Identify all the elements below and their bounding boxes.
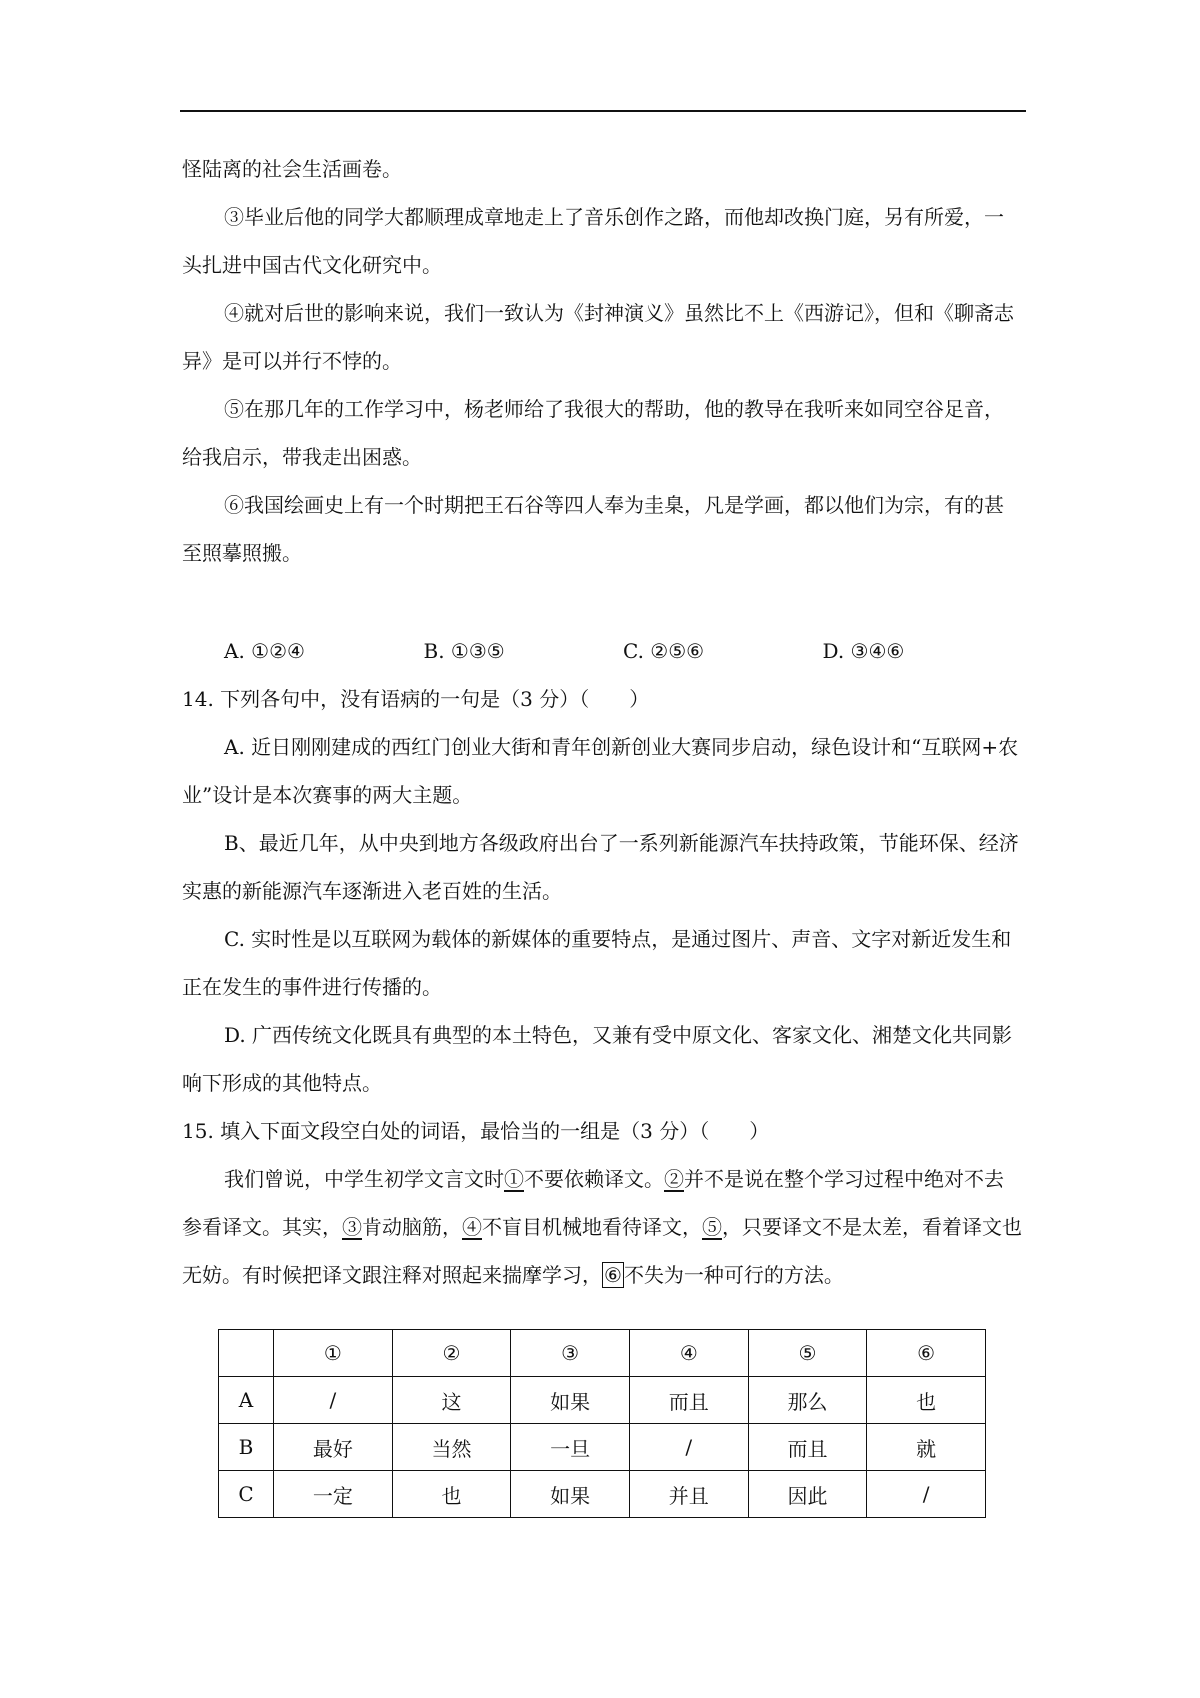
q13-option-a: A. ①②④ — [224, 639, 305, 663]
continued-text: 怪陆离的社会生活画卷。 — [182, 157, 402, 181]
table-header-row — [219, 1330, 986, 1377]
blank-4: ④ — [462, 1215, 482, 1239]
table-cell: A — [219, 1377, 274, 1424]
q15-answer-table — [218, 1329, 986, 1518]
table-cell: 这 — [392, 1377, 511, 1424]
q14-option-c: C. 实时性是以互联网为载体的新媒体的重要特点，是通过图片、声音、文字对新近发生和正在发生的事件进行传播的。 — [182, 927, 1012, 999]
table-cell: 当然 — [392, 1424, 511, 1471]
table-cell: 也 — [867, 1377, 986, 1424]
table-cell: 也 — [392, 1471, 511, 1518]
sentence-4: ④就对后世的影响来说，我们一致认为《封神演义》虽然比不上《西游记》，但和《聊斋志异》是可以并行不悖的。 — [182, 301, 1014, 373]
header-rule — [180, 110, 1026, 112]
table-cell: 如果 — [511, 1471, 630, 1518]
blank-5: ⑤ — [702, 1215, 722, 1239]
blank-3: ③ — [342, 1215, 362, 1239]
table-cell: 而且 — [629, 1377, 748, 1424]
table-cell: B — [219, 1424, 274, 1471]
q14-option-a: A. 近日刚刚建成的西红门创业大街和青年创新创业大赛同步启动，绿色设计和“互联网+农业”设计是本次赛事的两大主题。 — [182, 735, 1019, 807]
table-cell: ② — [392, 1330, 511, 1377]
q15-passage: 我们曾说，中学生初学文言文时①不要依赖译文。②并不是说在整个学习过程中绝对不去参看译文。其实，③肯动脑筋，④不盲目机械地看待译文，⑤，只要译文不是太差，看着译文也无妨。有时候把译文跟注释对照起来揣摩学习， ⑥ 不失为一种可行的方法。 — [182, 1167, 1022, 1287]
sentence-6: ⑥我国绘画史上有一个时期把王石谷等四人奉为圭臬，凡是学画，都以他们为宗，有的甚至照摹照搬。 — [182, 493, 1004, 565]
table-cell: 如果 — [511, 1377, 630, 1424]
table-cell: 那么 — [748, 1377, 867, 1424]
q13-options — [182, 627, 1022, 675]
table-cell: / — [629, 1424, 748, 1471]
table-cell: 就 — [867, 1424, 986, 1471]
blank-6: ⑥ — [604, 1263, 622, 1287]
table-cell: 因此 — [748, 1471, 867, 1518]
table-cell: 而且 — [748, 1424, 867, 1471]
table-cell: 并且 — [629, 1471, 748, 1518]
table-cell: ④ — [629, 1330, 748, 1377]
q13-option-b: B. ①③⑤ — [423, 639, 505, 663]
table-row — [219, 1377, 986, 1424]
blank-1: ① — [504, 1167, 524, 1191]
table-cell: / — [274, 1377, 393, 1424]
q13-option-c: C. ②⑤⑥ — [623, 639, 705, 663]
sentence-5: ⑤在那几年的工作学习中，杨老师给了我很大的帮助，他的教导在我听来如同空谷足音，给我启示，带我走出困惑。 — [182, 397, 1004, 469]
blank-2: ② — [664, 1167, 684, 1191]
table-row — [219, 1471, 986, 1518]
table-cell: ③ — [511, 1330, 630, 1377]
q13-option-d: D. ③④⑥ — [822, 639, 905, 663]
q14-stem: 14. 下列各句中，没有语病的一句是（3 分）（ ） — [182, 687, 650, 711]
table-cell — [219, 1330, 274, 1377]
q14-option-d: D. 广西传统文化既具有典型的本土特色，又兼有受中原文化、客家文化、湘楚文化共同影响下形成的其他特点。 — [182, 1023, 1013, 1095]
table-cell: ⑤ — [748, 1330, 867, 1377]
table-cell: / — [867, 1471, 986, 1518]
page-content — [182, 145, 1022, 1299]
table-cell: ① — [274, 1330, 393, 1377]
sentence-3: ③毕业后他的同学大都顺理成章地走上了音乐创作之路，而他却改换门庭，另有所爱，一头扎进中国古代文化研究中。 — [182, 205, 1004, 277]
table-cell: ⑥ — [867, 1330, 986, 1377]
table-cell: 一定 — [274, 1471, 393, 1518]
q15-stem: 15. 填入下面文段空白处的词语，最恰当的一组是（3 分）（ ） — [182, 1119, 770, 1143]
table-cell: C — [219, 1471, 274, 1518]
table-cell: 一旦 — [511, 1424, 630, 1471]
table-cell: 最好 — [274, 1424, 393, 1471]
q14-option-b: B、最近几年，从中央到地方各级政府出台了一系列新能源汽车扶持政策，节能环保、经济实惠的新能源汽车逐渐进入老百姓的生活。 — [182, 831, 1019, 903]
spacer — [182, 577, 1022, 625]
table-row — [219, 1424, 986, 1471]
